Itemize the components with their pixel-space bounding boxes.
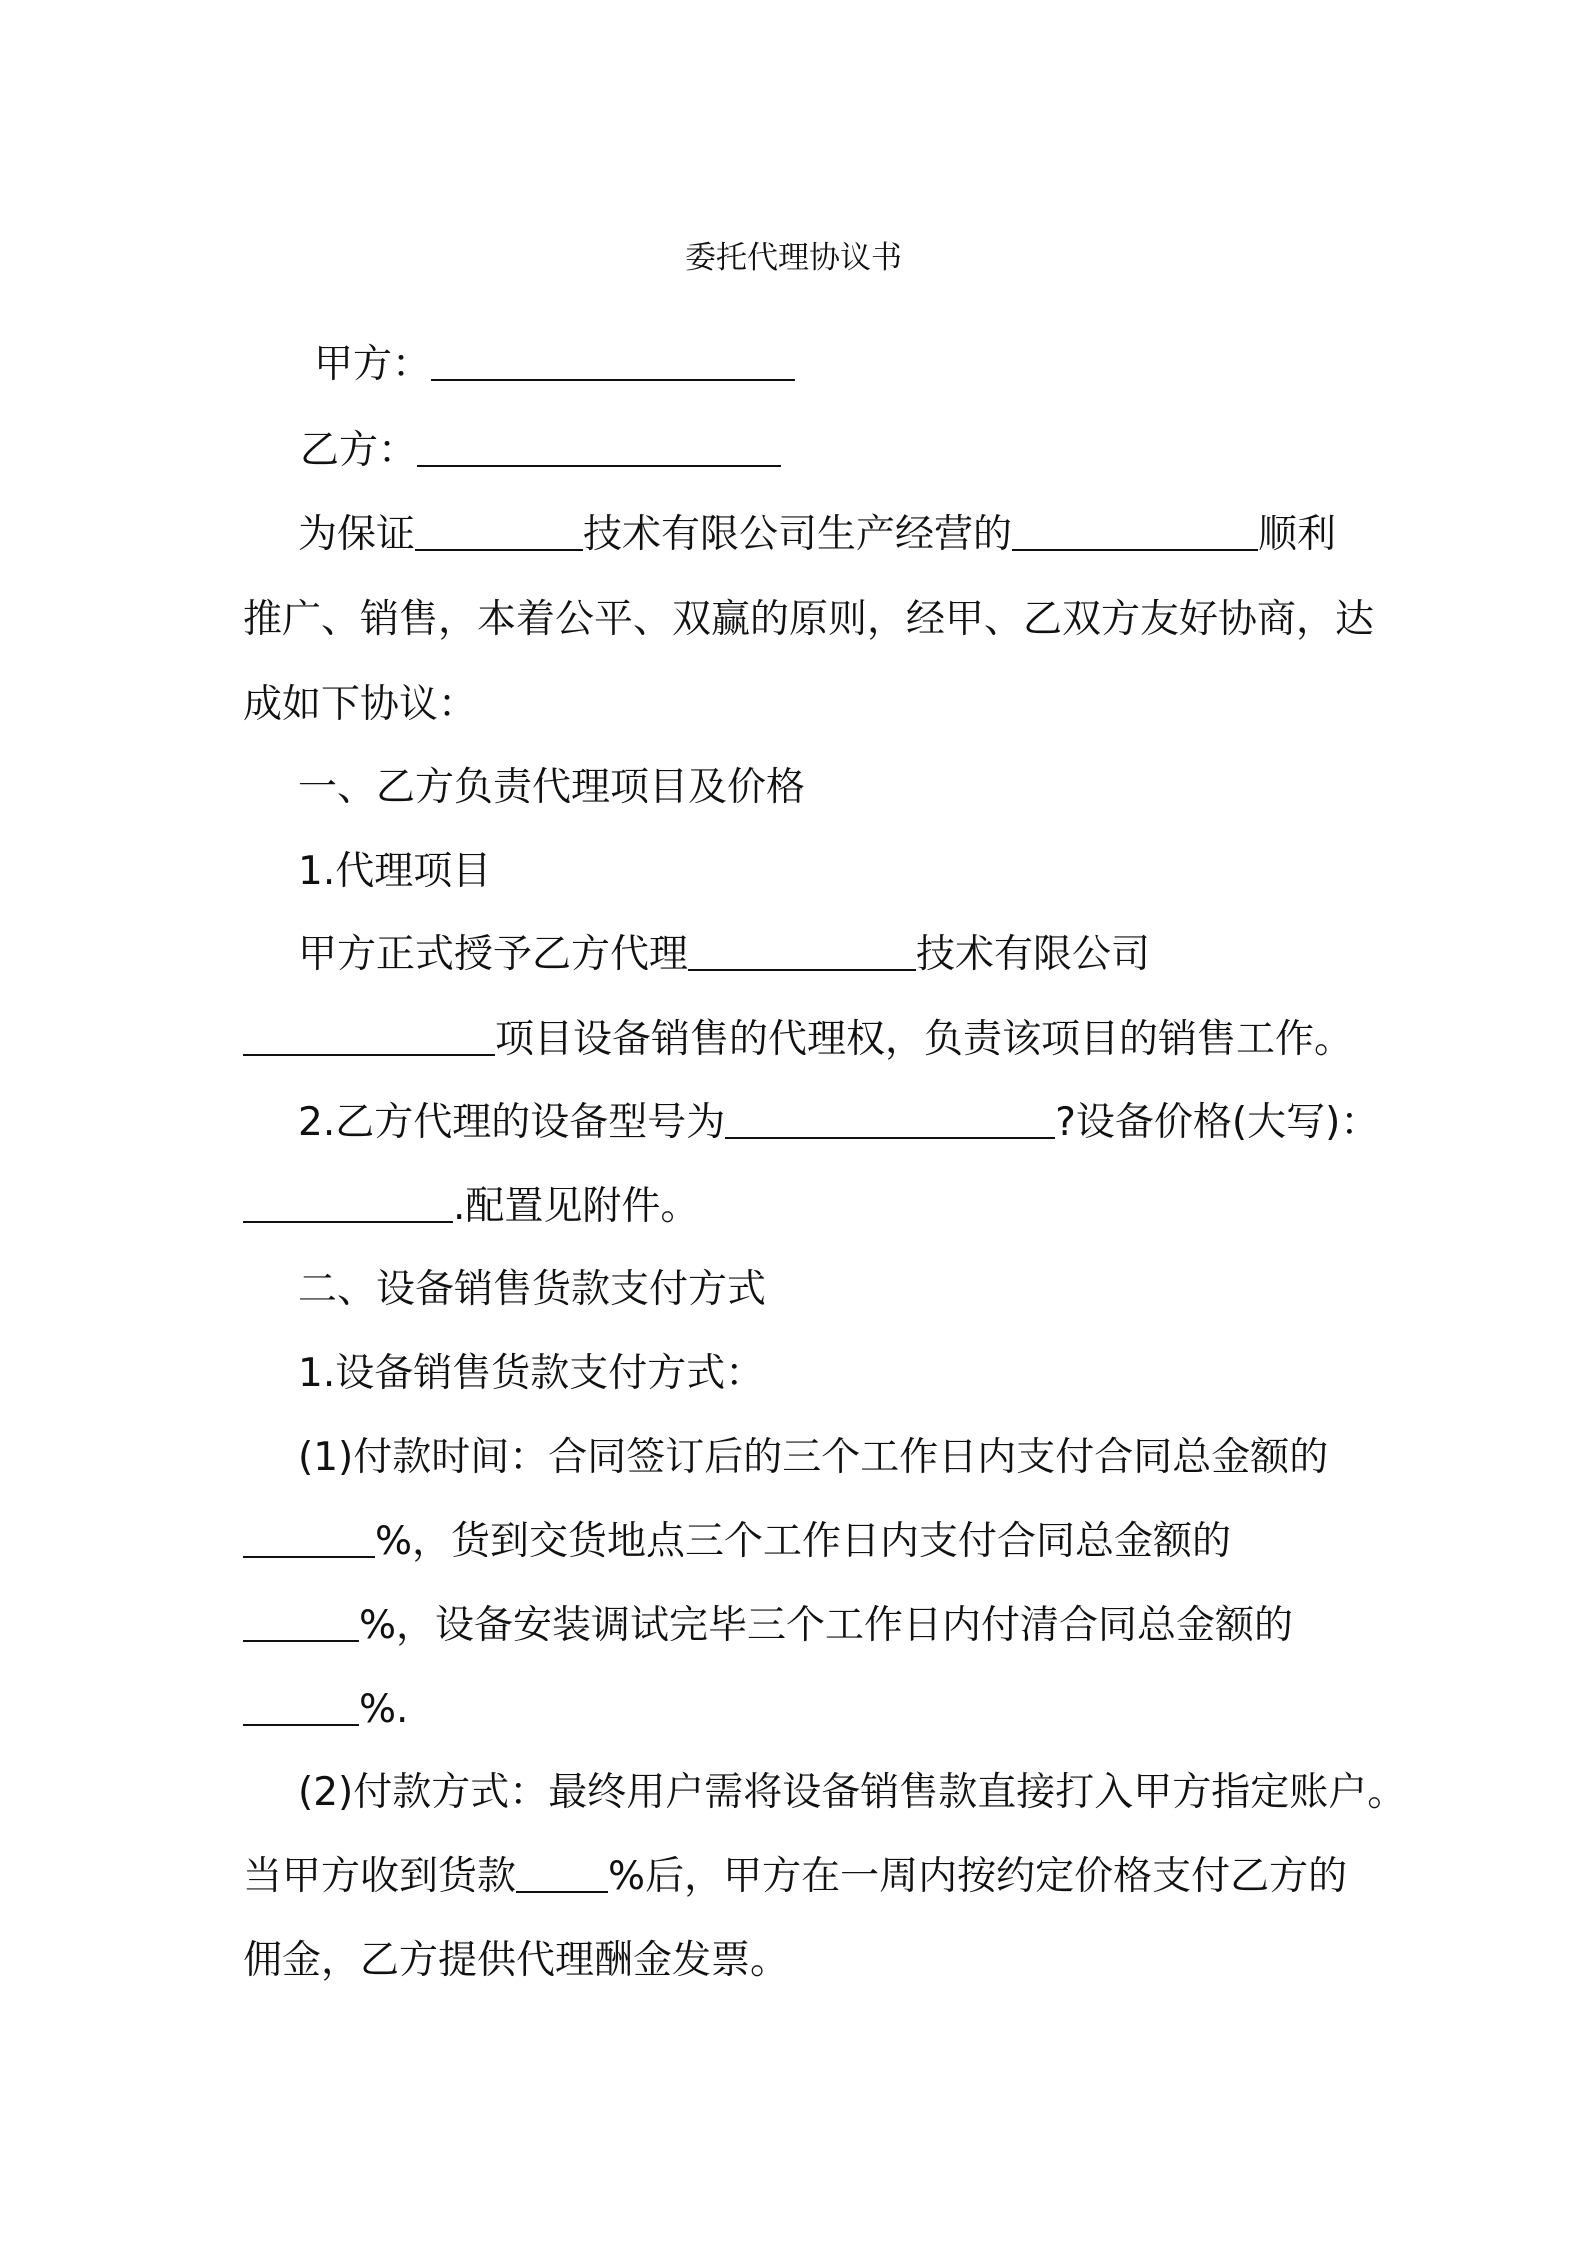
party-a-label: 甲方： bbox=[314, 342, 432, 387]
intro-line-1 bbox=[298, 505, 1336, 565]
pay-1-line-4-text: %. bbox=[359, 1687, 409, 1732]
pay-1-line-3-text: %，设备安装调试完毕三个工作日内付清合同总金额的 bbox=[359, 1603, 1294, 1648]
section-1-heading: 一、乙方负责代理项目及价格 bbox=[298, 765, 806, 810]
product-blank[interactable] bbox=[1012, 511, 1258, 551]
party-a-line bbox=[314, 335, 795, 395]
item-1-2-tail: .配置见附件。 bbox=[453, 1184, 700, 1229]
pay-1-line-4 bbox=[243, 1680, 408, 1740]
pay-2-line-1: (2)付款方式：最终用户需将设备销售款直接打入甲方指定账户。 bbox=[298, 1770, 1407, 1815]
intro-1-prefix: 为保证 bbox=[298, 512, 416, 557]
section-2-heading: 二、设备销售货款支付方式 bbox=[298, 1267, 767, 1312]
item-1-2-suffix: ?设备价格(大写)： bbox=[1055, 1100, 1380, 1145]
party-b-label: 乙方： bbox=[300, 428, 418, 473]
item-1-1-line-b bbox=[243, 1010, 1353, 1070]
model-blank[interactable] bbox=[725, 1099, 1055, 1139]
pay-2-line-2-suffix: %后，甲方在一周内按约定价格支付乙方的 bbox=[608, 1854, 1348, 1899]
percent-1-blank[interactable] bbox=[243, 1518, 375, 1558]
pay-1-line-3 bbox=[243, 1596, 1293, 1656]
document-title: 委托代理协议书 bbox=[685, 240, 902, 276]
pay-1-line-1: (1)付款时间：合同签订后的三个工作日内支付合同总金额的 bbox=[298, 1435, 1329, 1480]
percent-3-blank[interactable] bbox=[243, 1686, 359, 1726]
pay-1-line-2-text: %，货到交货地点三个工作日内支付合同总金额的 bbox=[375, 1519, 1232, 1564]
price-blank[interactable] bbox=[243, 1183, 453, 1223]
intro-line-3: 成如下协议： bbox=[243, 682, 478, 727]
intro-line-2: 推广、销售，本着公平、双赢的原则，经甲、乙双方友好协商，达 bbox=[243, 597, 1375, 642]
pay-2-line-2 bbox=[243, 1847, 1347, 1907]
party-b-blank[interactable] bbox=[417, 427, 781, 467]
percent-2-blank[interactable] bbox=[243, 1602, 359, 1642]
party-a-blank[interactable] bbox=[431, 341, 795, 381]
agent-company-blank[interactable] bbox=[688, 931, 916, 971]
item-1-1-line-a bbox=[298, 925, 1150, 985]
item-1-1-prefix: 甲方正式授予乙方代理 bbox=[298, 932, 689, 977]
pay-2-line-3: 佣金，乙方提供代理酬金发票。 bbox=[243, 1938, 790, 1983]
item-1-2-line-b bbox=[243, 1177, 699, 1237]
item-2-1-heading: 1.设备销售货款支付方式： bbox=[298, 1351, 765, 1396]
intro-1-suffix: 顺利 bbox=[1258, 512, 1337, 557]
item-1-1-text-b: 项目设备销售的代理权，负责该项目的销售工作。 bbox=[495, 1017, 1354, 1062]
item-1-1-heading: 1.代理项目 bbox=[298, 849, 492, 894]
pay-1-line-2 bbox=[243, 1512, 1231, 1572]
percent-4-blank[interactable] bbox=[516, 1853, 608, 1893]
item-1-1-suffix: 技术有限公司 bbox=[916, 932, 1151, 977]
company-blank[interactable] bbox=[415, 511, 583, 551]
intro-1-mid: 技术有限公司生产经营的 bbox=[583, 512, 1013, 557]
item-1-2-prefix: 2.乙方代理的设备型号为 bbox=[298, 1100, 726, 1145]
project-blank[interactable] bbox=[243, 1016, 495, 1056]
party-b-line bbox=[300, 421, 781, 481]
item-1-2-line-a bbox=[298, 1093, 1379, 1153]
pay-2-line-2-prefix: 当甲方收到货款 bbox=[243, 1854, 517, 1899]
